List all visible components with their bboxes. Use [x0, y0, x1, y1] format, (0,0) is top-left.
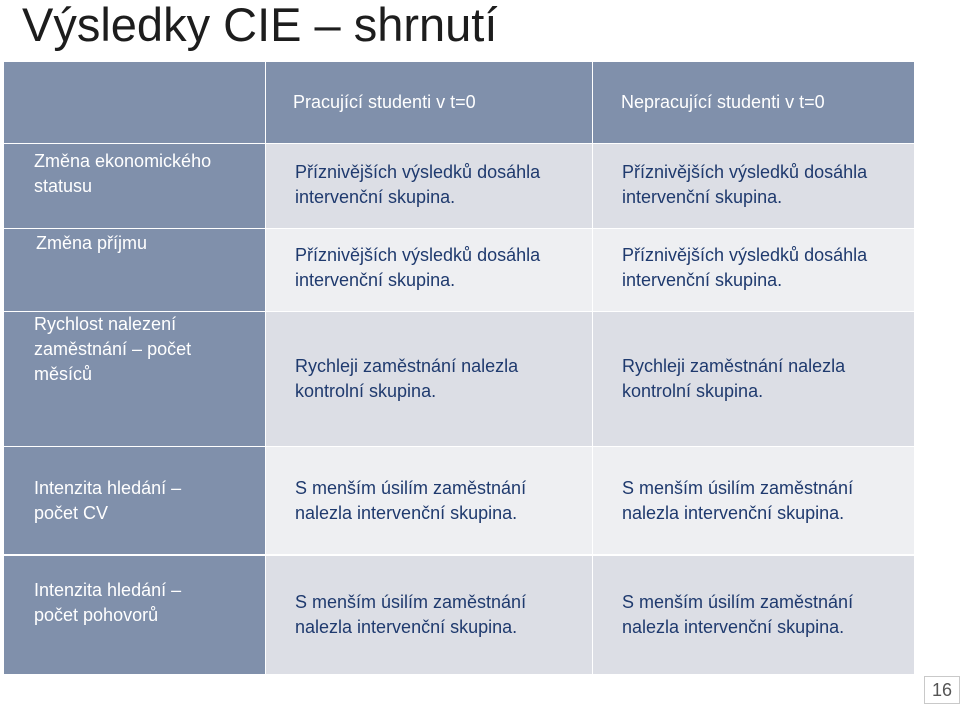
table-header-blank [4, 62, 265, 143]
row-label-income-change: Změna příjmu [4, 229, 265, 311]
cell-economic-status-nonworking: Příznivějších výsledků dosáhla intervenční skupina. [593, 144, 914, 228]
row-label-economic-status: Změna ekonomického statusu [4, 144, 265, 228]
header-working-students: Pracující studenti v t=0 [266, 62, 592, 143]
row-label-search-intensity-cv: Intenzita hledání – počet CV [4, 447, 265, 554]
cell-employment-speed-working: Rychleji zaměstnání nalezla kontrolní skupina. [266, 312, 592, 446]
slide-title: Výsledky CIE – shrnutí [22, 0, 498, 51]
cell-employment-speed-nonworking: Rychleji zaměstnání nalezla kontrolní skupina. [593, 312, 914, 446]
cell-search-intensity-cv-working: S menším úsilím zaměstnání nalezla intervenční skupina. [266, 447, 592, 554]
row-label-search-intensity-interviews: Intenzita hledání – počet pohovorů [4, 556, 265, 674]
cell-search-intensity-cv-nonworking: S menším úsilím zaměstnání nalezla intervenční skupina. [593, 447, 914, 554]
cell-search-intensity-interviews-nonworking: S menším úsilím zaměstnání nalezla intervenční skupina. [593, 556, 914, 674]
header-nonworking-students: Nepracující studenti v t=0 [593, 62, 914, 143]
cell-income-change-nonworking: Příznivějších výsledků dosáhla intervenční skupina. [593, 229, 914, 311]
cell-search-intensity-interviews-working: S menším úsilím zaměstnání nalezla intervenční skupina. [266, 556, 592, 674]
page-number: 16 [924, 676, 960, 704]
cell-economic-status-working: Příznivějších výsledků dosáhla intervenční skupina. [266, 144, 592, 228]
cell-income-change-working: Příznivějších výsledků dosáhla intervenční skupina. [266, 229, 592, 311]
row-label-employment-speed: Rychlost nalezení zaměstnání – počet měsíců [4, 312, 265, 446]
